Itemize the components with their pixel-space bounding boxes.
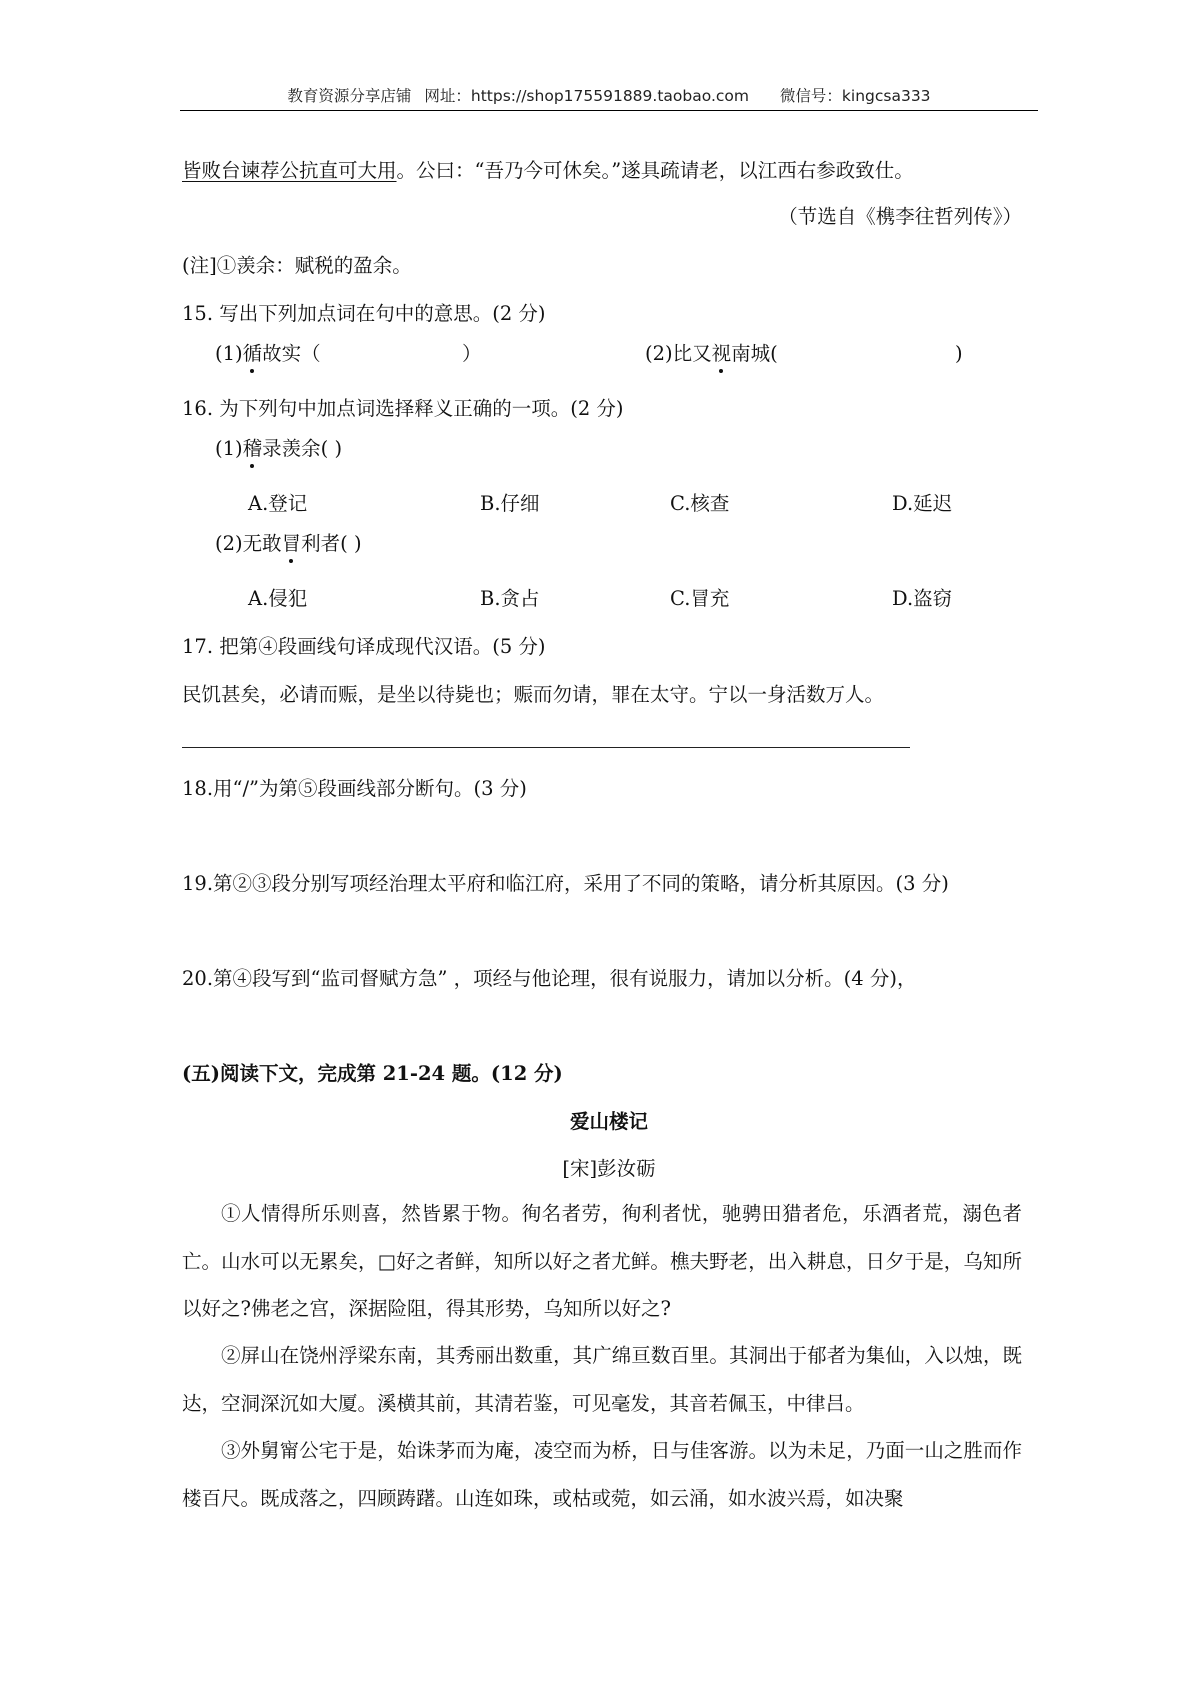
header-shop-name: 教育资源分享店铺: [287, 87, 412, 105]
q16-sub2-option-a: A.侵犯: [248, 587, 308, 610]
annotation-note: (注]①羡余：赋税的盈余。: [182, 254, 412, 277]
passage-last-text: 。公曰：“吾乃今可休矣。”遂具疏请老，以江西右参政致仕。: [396, 159, 914, 182]
q15-item1-number: (1): [215, 342, 243, 365]
header-divider: [180, 110, 1038, 111]
q15-item2-number: (2)比又: [645, 342, 712, 365]
essay-paragraph-1: ①人情得所乐则喜，然皆累于物。徇名者劳，徇利者忧，驰骋田猎者危，乐酒者荒，溺色者亡。山水可以无累矣，□好之者鲜，知所以好之者尤鲜。樵夫野老，出入耕息，日夕于是，乌知所以好之?佛老之宫，深据险阻，得其形势，乌知所以好之?: [182, 1202, 1022, 1320]
question-15-stem: 15. 写出下列加点词在句中的意思。(2 分): [182, 302, 546, 325]
q16-sub1-option-a: A.登记: [248, 492, 308, 515]
essay-paragraph-3: ③外舅甯公宅于是，始诛茅而为庵，凌空而为桥，日与佳客游。以为未足，乃面一山之胜而作楼百尺。既成落之，四顾踌躇。山连如珠，或枯或菀，如云涌，如水波兴焉，如决聚: [182, 1439, 1022, 1510]
q16-sub-2: [215, 530, 362, 558]
q16-sub1-text: 录羡余( ): [262, 437, 343, 460]
q16-sub1-option-b: B.仔细: [480, 492, 540, 515]
question-20-stem: 20.第④段写到“监司督赋方急” ，项经与他论理，很有说服力，请加以分析。(4 分)，: [182, 967, 917, 990]
q16-sub2-dotted-word: 冒: [282, 530, 302, 558]
essay-title: 爱山楼记: [569, 1110, 648, 1133]
passage-last-line: [182, 157, 914, 185]
question-18-stem: 18.用“/”为第⑤段画线部分断句。(3 分): [182, 777, 527, 800]
q15-item-2: [645, 340, 778, 368]
q16-sub2-option-c: C.冒充: [670, 587, 730, 610]
q16-sub1-option-d: D.延迟: [892, 492, 953, 515]
q15-item-1: [215, 340, 321, 368]
q16-sub2-text: 利者( ): [301, 532, 362, 555]
q17-answer-line: [182, 747, 910, 748]
q16-sub1-dotted-word: 稽: [243, 435, 263, 463]
q16-sub1-number: (1): [215, 437, 243, 460]
q16-sub-1: [215, 435, 342, 463]
page-header: [180, 84, 1038, 106]
q15-item2-text: 南城(: [731, 342, 778, 365]
essay-author: [宋]彭汝砺: [562, 1157, 656, 1180]
q17-sentence: 民饥甚矣，必请而赈，是坐以待毙也；赈而勿请，罪在太守。宁以一身活数万人。: [182, 683, 885, 706]
question-19-stem: 19.第②③段分别写项经治理太平府和临江府，采用了不同的策略，请分析其原因。(3 分): [182, 872, 949, 895]
q15-item1-dotted-word: 循: [243, 340, 263, 368]
header-url: 网址：https://shop175591889.taobao.com: [424, 87, 749, 105]
essay-paragraph-2: ②屏山在饶州浮梁东南，其秀丽出数重，其广绵亘数百里。其洞出于郁者为集仙，入以烛，既达，空洞深沉如大厦。溪横其前，其清若鉴，可见毫发，其音若佩玉，中律吕。: [182, 1344, 1022, 1415]
q16-sub1-option-c: C.核查: [670, 492, 730, 515]
q15-item2-close: ): [955, 342, 963, 365]
q15-item1-text: 故实（: [262, 342, 321, 365]
passage-source: （节选自《槜李往哲列传》）: [778, 205, 1022, 228]
q16-sub2-option-d: D.盗窃: [892, 587, 953, 610]
question-17-stem: 17. 把第④段画线句译成现代汉语。(5 分): [182, 635, 546, 658]
q16-sub2-option-b: B.贪占: [480, 587, 540, 610]
question-16-stem: 16. 为下列句中加点词选择释义正确的一项。(2 分): [182, 397, 624, 420]
q15-item2-dotted-word: 视: [712, 340, 732, 368]
q15-item1-close: ）: [462, 342, 482, 365]
q16-sub2-number: (2)无敢: [215, 532, 282, 555]
header-wechat: 微信号：kingcsa333: [779, 87, 931, 105]
section-5-heading: (五)阅读下文，完成第 21-24 题。(12 分): [182, 1062, 563, 1085]
underlined-sentence: 皆败台谏荐公抗直可大用: [182, 159, 397, 182]
